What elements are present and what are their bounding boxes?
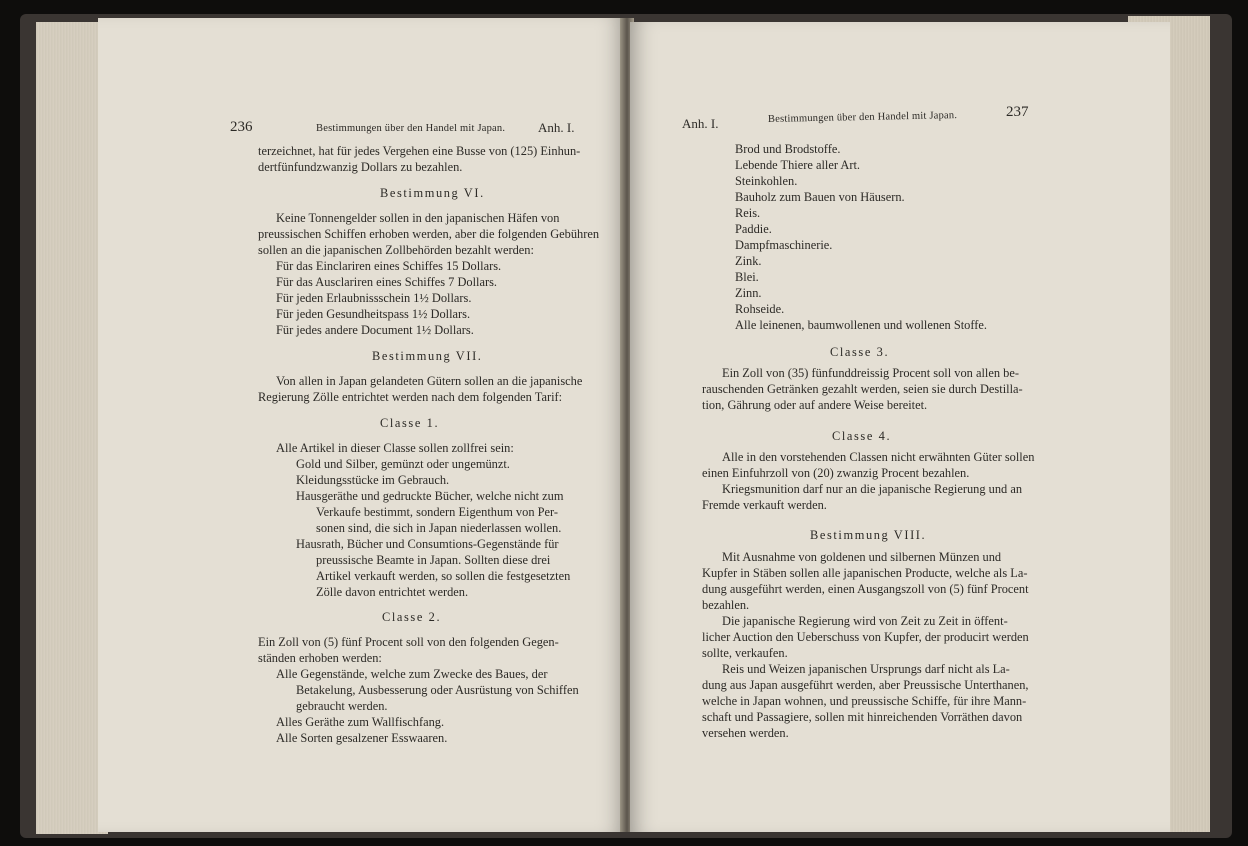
section-heading: Bestimmung VIII. (810, 528, 927, 542)
text-line: Zinn. (735, 286, 762, 300)
text-line: Für jedes andere Document 1½ Dollars. (276, 323, 474, 337)
text-line: Ein Zoll von (5) fünf Procent soll von den folgenden Gegen- (258, 635, 559, 649)
text-line: welche in Japan wohnen, und preussische Schiffe, für ihre Mann- (702, 694, 1027, 708)
right-page (630, 22, 1170, 832)
page-number: 237 (1006, 104, 1029, 120)
text-line: Reis und Weizen japanischen Ursprungs darf nicht als La- (722, 662, 1010, 676)
text-line: Blei. (735, 270, 759, 284)
text-line: dung aus Japan ausgeführt werden, aber Preussische Unterthanen, (702, 678, 1029, 692)
text-line: Bauholz zum Bauen von Häusern. (735, 190, 905, 204)
text-line: gebraucht werden. (296, 699, 388, 713)
text-line: Alle Gegenstände, welche zum Zwecke des Baues, der (276, 667, 548, 681)
text-line: Alles Geräthe zum Wallfischfang. (276, 715, 445, 729)
text-line: dertfünfundzwanzig Dollars zu bezahlen. (258, 160, 463, 174)
section-heading: Bestimmung VII. (372, 349, 483, 363)
section-note: Anh. I. (538, 120, 575, 135)
section-heading: Classe 1. (380, 416, 440, 430)
text-line: Fremde verkauft werden. (702, 498, 827, 512)
text-line: Alle in den vorstehenden Classen nicht erwähnten Güter sollen (722, 450, 1035, 464)
text-line: Verkaufe bestimmt, sondern Eigenthum von Per- (316, 505, 559, 519)
section-heading: Classe 2. (382, 610, 442, 624)
text-line: Dampfmaschinerie. (735, 238, 833, 252)
section-heading: Classe 4. (832, 429, 892, 443)
left-page (98, 18, 624, 832)
text-line: Die japanische Regierung wird von Zeit zu Zeit in öffent- (722, 614, 1008, 628)
text-line: Brod und Brodstoffe. (735, 142, 841, 156)
text-line: Alle Artikel in dieser Classe sollen zollfrei sein: (276, 441, 514, 455)
text-line: Für das Einclariren eines Schiffes 15 Dollars. (276, 259, 502, 273)
text-line: Betakelung, Ausbesserung oder Ausrüstung von Schiffen (296, 683, 579, 697)
text-line: Für jeden Erlaubnissschein 1½ Dollars. (276, 291, 472, 305)
running-head: Bestimmungen über den Handel mit Japan. (316, 123, 506, 134)
text-line: Hausrath, Bücher und Consumtions-Gegenstände für (296, 537, 559, 551)
text-line: Lebende Thiere aller Art. (735, 158, 860, 172)
running-head: Bestimmungen über den Handel mit Japan. (767, 110, 958, 125)
text-line: Für jeden Gesundheitspass 1½ Dollars. (276, 307, 471, 321)
text-line: preussischen Schiffen erhoben werden, aber die folgenden Gebühren (258, 227, 600, 241)
section-heading: Bestimmung VI. (380, 186, 485, 200)
text-line: Von allen in Japan gelandeten Gütern sollen an die japanische (276, 374, 583, 388)
text-line: Gold und Silber, gemünzt oder ungemünzt. (296, 457, 510, 471)
text-line: sonen sind, die sich in Japan niederlassen wollen. (316, 521, 562, 535)
text-line: Regierung Zölle entrichtet werden nach dem folgenden Tarif: (258, 390, 563, 404)
text-line: schaft und Passagiere, sollen mit hinreichenden Vorräthen davon (702, 710, 1023, 724)
page-number: 236 (230, 119, 253, 135)
text-line: Kupfer in Stäben sollen alle japanischen Producte, welche als La- (702, 566, 1028, 580)
section-note: Anh. I. (682, 116, 719, 131)
text-line: Zölle davon entrichtet werden. (316, 585, 469, 599)
section-heading: Classe 3. (830, 345, 890, 359)
text-line: Zink. (735, 254, 762, 268)
text-line: Alle Sorten gesalzener Esswaaren. (276, 731, 448, 745)
text-line: bezahlen. (702, 598, 750, 612)
text-line: Alle leinenen, baumwollenen und wollenen Stoffe. (735, 318, 987, 332)
text-line: Ein Zoll von (35) fünfunddreissig Procent soll von allen be- (722, 366, 1019, 380)
text-line: terzeichnet, hat für jedes Vergehen eine Busse von (125) Einhun- (258, 144, 581, 158)
text-line: Kleidungsstücke im Gebrauch. (296, 473, 450, 487)
text-line: Rohseide. (735, 302, 785, 316)
text-line: einen Einfuhrzoll von (20) zwanzig Procent bezahlen. (702, 466, 970, 480)
text-line: Reis. (735, 206, 761, 220)
text-line: dung ausgeführt werden, einen Ausgangszoll von (5) fünf Procent (702, 582, 1029, 596)
text-line: licher Auction den Ueberschuss von Kupfer, der producirt werden (702, 630, 1029, 644)
text-line: Keine Tonnengelder sollen in den japanischen Häfen von (276, 211, 560, 225)
text-line: versehen werden. (702, 726, 789, 740)
text-line: Hausgeräthe und gedruckte Bücher, welche nicht zum (296, 489, 564, 503)
text-line: tion, Gährung oder auf andere Weise bereitet. (702, 398, 928, 412)
text-line: Artikel verkauft werden, so sollen die festgesetzten (316, 569, 571, 583)
text-line: Kriegsmunition darf nur an die japanische Regierung und an (722, 482, 1023, 496)
text-line: Paddie. (735, 222, 772, 236)
text-line: Steinkohlen. (735, 174, 798, 188)
text-line: ständen erhoben werden: (258, 651, 382, 665)
text-line: Mit Ausnahme von goldenen und silbernen Münzen und (722, 550, 1002, 564)
text-line: sollte, verkaufen. (702, 646, 788, 660)
text-line: preussische Beamte in Japan. Sollten diese drei (316, 553, 551, 567)
text-line: Für das Ausclariren eines Schiffes 7 Dollars. (276, 275, 498, 289)
text-line: sollen an die japanischen Zollbehörden bezahlt werden: (258, 243, 534, 257)
text-line: rauschenden Getränken gezahlt werden, seien sie durch Destilla- (702, 382, 1023, 396)
